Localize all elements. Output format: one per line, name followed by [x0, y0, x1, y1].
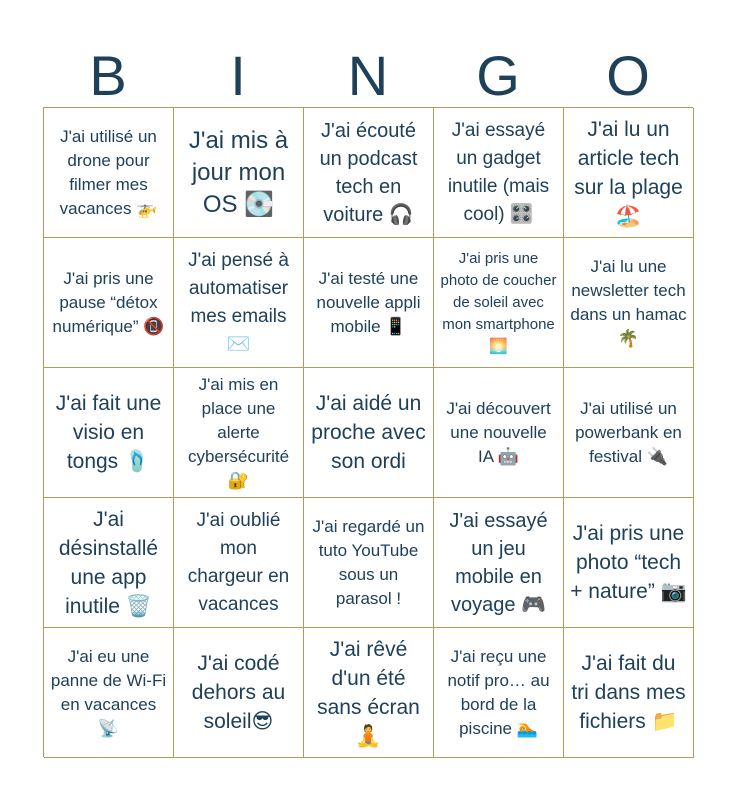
bingo-cell[interactable]: [174, 238, 304, 368]
bingo-cell-text: J'ai découvert une nouvelle IA 🤖: [446, 398, 551, 466]
bingo-cell-text: J'ai pris une photo “tech + nature” 📷: [570, 522, 687, 603]
bingo-cell-text: J'ai testé une nouvelle appli mobile 📱: [316, 268, 421, 336]
bingo-cell[interactable]: [174, 368, 304, 498]
bingo-cell-text: J'ai pris une photo de coucher de soleil avec mon smartphone 🌅: [440, 249, 557, 355]
bingo-cell-text: J'ai essayé un gadget inutile (mais cool) 🎛️: [447, 119, 550, 225]
bingo-cell[interactable]: [564, 368, 694, 498]
bingo-cell[interactable]: [44, 628, 174, 758]
bingo-cell[interactable]: [434, 628, 564, 758]
bingo-cell-text: J'ai mis à jour mon OS 💽: [188, 126, 289, 218]
header-letter-n: N: [347, 44, 389, 107]
bingo-cell-text: J'ai fait du tri dans mes fichiers 📁: [571, 652, 686, 733]
bingo-cell-text: J'ai regardé un tuto YouTube sous un parasol !: [312, 516, 425, 608]
header-letter-o: O: [606, 44, 650, 107]
header-letter-g: G: [476, 44, 520, 107]
bingo-cell[interactable]: [44, 498, 174, 628]
bingo-cell[interactable]: [44, 238, 174, 368]
bingo-cell-text: J'ai essayé un jeu mobile en voyage 🎮: [449, 509, 548, 616]
bingo-cell[interactable]: [44, 108, 174, 238]
bingo-cell[interactable]: [174, 498, 304, 628]
bingo-cell-text: J'ai oublié mon chargeur en vacances: [187, 509, 290, 615]
bingo-cell[interactable]: [304, 368, 434, 498]
bingo-cell[interactable]: [564, 628, 694, 758]
bingo-cell-text: J'ai reçu une notif pro… au bord de la piscine 🏊: [447, 646, 550, 738]
bingo-cell[interactable]: [304, 108, 434, 238]
bingo-cell[interactable]: [304, 628, 434, 758]
bingo-cell-text: J'ai codé dehors au soleil😎: [191, 652, 286, 733]
bingo-cell[interactable]: [434, 498, 564, 628]
bingo-cell[interactable]: [174, 628, 304, 758]
bingo-cell[interactable]: [304, 498, 434, 628]
bingo-cell-text: J'ai écouté un podcast tech en voiture 🎧: [319, 119, 418, 226]
bingo-cell-text: J'ai utilisé un drone pour filmer mes vacances 🚁: [59, 126, 158, 218]
bingo-cell-text: J'ai fait une visio en tongs 🩴: [55, 392, 162, 473]
bingo-cell-text: J'ai lu une newsletter tech dans un hamac 🌴: [570, 256, 687, 348]
bingo-header: [43, 44, 693, 108]
bingo-cell[interactable]: [564, 108, 694, 238]
bingo-cell-text: J'ai pensé à automatiser mes emails ✉️: [188, 249, 289, 355]
header-letter-b: B: [89, 44, 127, 107]
bingo-cell-text: J'ai désinstallé une app inutile 🗑️: [58, 507, 159, 618]
bingo-cell-text: J'ai aidé un proche avec son ordi: [311, 392, 426, 473]
bingo-cell[interactable]: [564, 498, 694, 628]
bingo-cell[interactable]: [434, 108, 564, 238]
bingo-cell[interactable]: [434, 238, 564, 368]
bingo-cell-text: J'ai mis en place une alerte cybersécurité 🔐: [187, 374, 290, 490]
header-letter-i: I: [230, 44, 246, 107]
bingo-cell-text: J'ai utilisé un powerbank en festival 🔌: [575, 398, 682, 466]
bingo-cell[interactable]: [564, 238, 694, 368]
bingo-cell-text: J'ai lu un article tech sur la plage 🏖️: [574, 117, 683, 228]
bingo-cell[interactable]: [44, 368, 174, 498]
bingo-cell[interactable]: [434, 368, 564, 498]
bingo-cell-text: J'ai rêvé d'un été sans écran 🧘: [317, 637, 420, 748]
bingo-grid: [43, 107, 693, 757]
bingo-cell-text: J'ai pris une pause “détox numérique” 📵: [52, 268, 165, 336]
bingo-cell-text: J'ai eu une panne de Wi-Fi en vacances 📡: [50, 646, 167, 738]
bingo-cell[interactable]: [174, 108, 304, 238]
bingo-cell[interactable]: [304, 238, 434, 368]
